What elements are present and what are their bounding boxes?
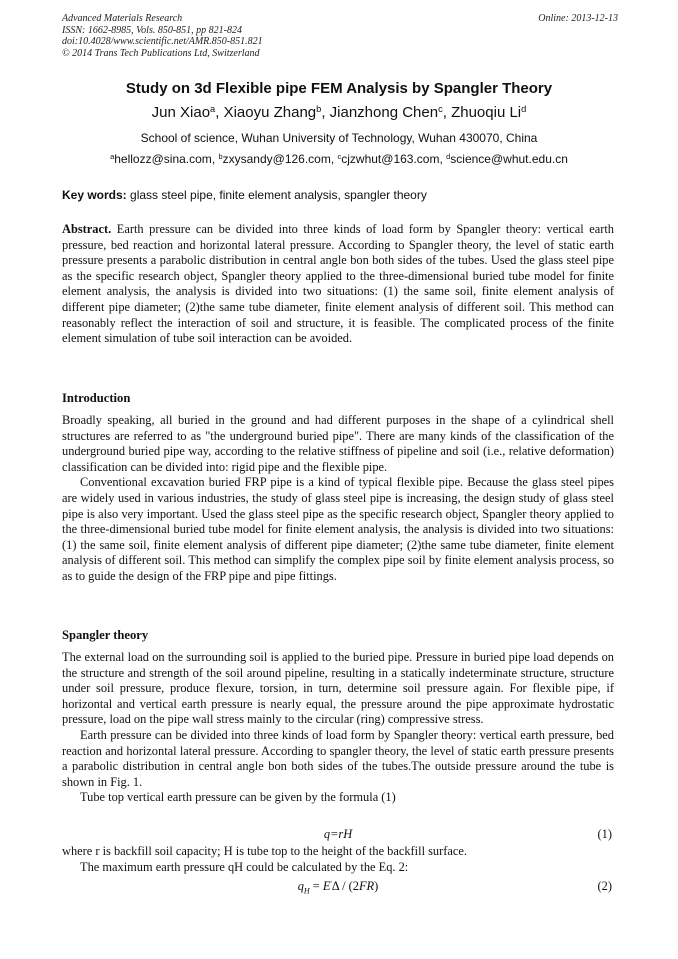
paragraph: Conventional excavation buried FRP pipe is a kind of typical flexible pipe. Because the glass steel pipes are widely used in various industries, the study of glass steel pipe is increasing, the design study of glass steel pipe is also very important. Used the glass steel pipe as the specific research object, Spangler theory applied to the three-dimensional buried tube model for finite element analysis, the analysis is divided into two situations: (1) the same soil, finite element analysis of different pipe diameter; (2)the same tube diameter, finite element analysis of different soil. This method can simplify the complex pipe soil by finite element analysis process, so as to guide the design of the FRP pipe and pipe fittings.: [62, 475, 614, 583]
email[interactable]: $^c$cjzwhut@163.com: [337, 151, 440, 166]
paragraph: The maximum earth pressure qH could be calculated by the Eq. 2:: [80, 859, 409, 874]
equation-1-formula: q=rH: [323, 827, 353, 841]
paragraph: Tube top vertical earth pressure can be given by the formula (1): [80, 790, 396, 805]
online-date: Online: 2013-12-13: [538, 13, 618, 24]
paper-title: Study on 3d Flexible pipe FEM Analysis by Spangler Theory: [125, 80, 553, 97]
journal-header: [62, 13, 618, 59]
equation-1-number: (1): [597, 827, 612, 841]
paragraph: The external load on the surrounding soil is applied to the buried pipe. Pressure in buried pipe load depends on the structure and strength of the soil around pipeline, resulting in a statically indeterminate structure, structure under soil pressure, produce flexure, torsion, in turn, determine soil pressure again. For flexible pipe, if horizontal and vertical earth pressure is nearly equal, the pressure around the pipe approximate hydrostatic pressure, load on the pipe wall stress mainly to the circular (ring) compressive stress.: [62, 650, 614, 727]
author-list: [62, 104, 616, 121]
spangler-heading: Spangler theory: [62, 628, 149, 642]
email[interactable]: $^b$zxysandy@126.com: [218, 151, 331, 166]
email[interactable]: $^a$hellozz@sina.com: [110, 151, 212, 166]
keywords-text: glass steel pipe, finite element analysis, spangler theory: [126, 188, 427, 202]
email[interactable]: $^d$science@whut.edu.cn: [446, 151, 568, 166]
copyright-line: © 2014 Trans Tech Publications Ltd, Switzerland: [62, 47, 260, 59]
equation-2-number: (2): [597, 879, 612, 893]
paragraph: where r is backfill soil capacity; H is tube top to the height of the backfill surface.: [62, 844, 467, 858]
author: Jun Xiao$^a$,: [151, 103, 224, 121]
author: Zhuoqiu Li$^d$: [451, 103, 527, 121]
keywords: [62, 188, 616, 202]
affiliation: School of science, Wuhan University of Technology, Wuhan 430070, China: [140, 131, 538, 145]
spangler-body-cont: [62, 844, 614, 875]
issn-line: ISSN: 1662-8985, Vols. 850-851, pp 821-824: [62, 24, 242, 36]
introduction-heading: Introduction: [62, 391, 131, 405]
equation-2: [62, 879, 614, 895]
journal-name: Advanced Materials Research: [62, 13, 183, 24]
email-list: $^a$hellozz@sina.com, $^b$zxysandy@126.com, $^c$cjzwhut@163.com, $^d$science@whut.edu.cn: [110, 151, 568, 166]
abstract-text: Earth pressure can be divided into three kinds of load form by Spangler theory: vertical earth pressure, bed reaction and horizontal lateral pressure. According to Spangler theory, the level of static earth pressure presents a parabolic distribution in central angle bon both sides of the tubes. Used the glass steel pipe as the specific research object, Spangler theory applied to the three-dimensional buried tube model for finite element analysis, the analysis is divided into two situations: (1) the same soil, finite element analysis of different pipe diameter; (2)the same tube diameter, finite element analysis of different soil. This method can reasonably reflect the interaction of soil and structure, it is feasible. The complicated process of the finite element simulation of tube soil interaction can be avoided.: [62, 222, 614, 346]
abstract-label: Abstract.: [62, 222, 112, 236]
author: Jianzhong Chen$^c$,: [329, 103, 452, 121]
keywords-label: Key words:: [62, 188, 127, 202]
paragraph: Broadly speaking, all buried in the ground and had different purposes in the shape of a cylindrical shell structures are referred to as "the underground buried pipe". There are many kinds of the classification of the underground buried pipe way, according to the relative stiffness of pipeline and soil (i.e., relative deformation) classification can be divided into: rigid pipe and the flexible pipe.: [62, 413, 614, 474]
equation-1: [62, 827, 614, 843]
author: Xiaoyu Zhang$^b$,: [223, 103, 330, 121]
abstract: [62, 222, 614, 347]
spangler-body: [62, 650, 614, 806]
equation-2-formula: $q_H = E'\Delta / (2FR)$: [297, 879, 379, 896]
paragraph: Earth pressure can be divided into three kinds of load form by Spangler theory: vertical earth pressure, bed reaction and horizontal lateral pressure. According to spangler theory, the level of static earth pressure presents a parabolic distribution in central angle bon both sides of the tubes.The outside pressure around the tube is shown in Fig. 1.: [62, 727, 614, 789]
introduction-body: [62, 413, 614, 585]
doi-line: doi:10.4028/www.scientific.net/AMR.850-851.821: [62, 36, 263, 48]
